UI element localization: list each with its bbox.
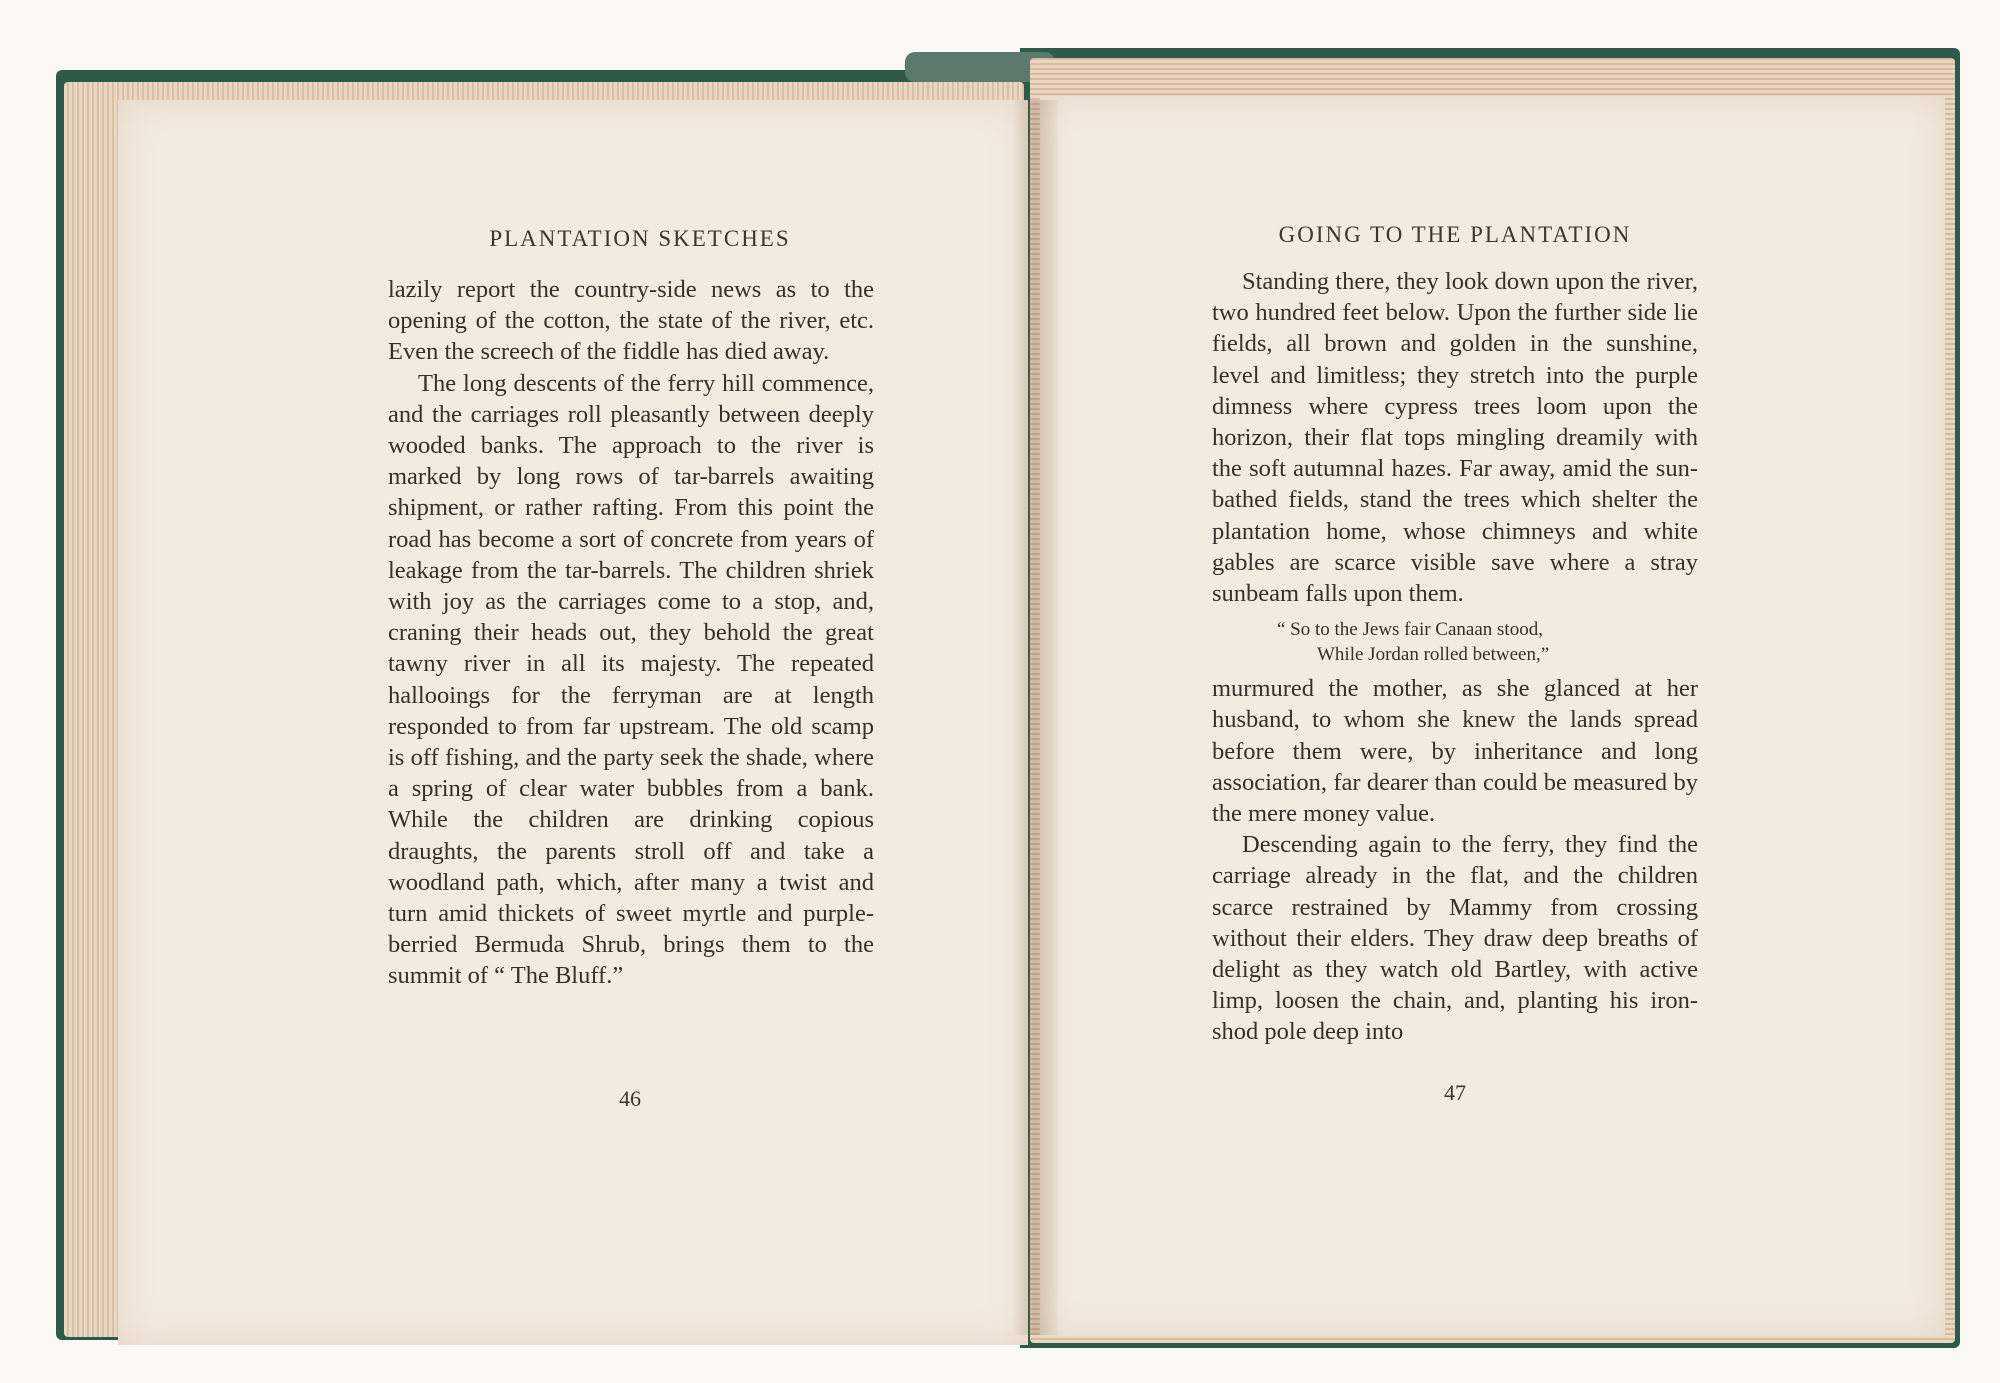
paragraph: The long descents of the ferry hill commence, and the carriages roll pleasantly between deeply wooded banks. The approach to the river is marked by long rows of tar-barrels awaiting shipment, or rather rafting. From this point the road has become a sort of concrete from years of leakage from the tar-barrels. The children shriek with joy as the carriages come to a stop, and, craning their heads out, they behold the great tawny river in all its majesty. The repeated hallooings for the ferryman are at length responded to from far upstream. The old scamp is off fishing, and the party seek the shade, where a spring of clear water bubbles from a bank. While the children are drinking copious draughts, the parents stroll off and take a woodland path, which, after many a twist and turn amid thickets of sweet myrtle and purple-berried Bermuda Shrub, brings them to the summit of “ The Bluff.” [388,369,874,990]
page-number-left: 46 [619,1086,641,1111]
paragraph: Standing there, they look down upon the river, two hundred feet below. Upon the further side lie fields, all brown and golden in the sunshine, level and limitless; they stretch into the purple dimness where cypress trees loom upon the horizon, their flat tops mingling dreamily with the soft autumnal hazes. Far away, amid the sun-bathed fields, stand the trees which shelter the plantation home, whose chimneys and white gables are scarce visible save where a stray sunbeam falls upon them. [1212,268,1698,608]
right-page-text [1212,266,1698,1048]
paragraph: lazily report the country-side news as to the opening of the cotton, the state of the river, etc. Even the screech of the fiddle has died away. [388,276,874,366]
paragraph: murmured the mother, as she glanced at her husband, to whom she knew the lands spread before them were, by inheritance and long association, far dearer than could be measured by the mere money value. [1212,675,1698,828]
verse-quote [1212,617,1698,667]
left-page-text [388,274,874,992]
running-head-left: PLANTATION SKETCHES [489,226,791,251]
page-number-right: 47 [1444,1080,1466,1105]
paragraph: Descending again to the ferry, they find the carriage already in the flat, and the children scarce restrained by Mammy from crossing without their elders. They draw deep breaths of delight as they watch old Bartley, with active limp, loosen the chain, and, planting his iron-shod pole deep into [1212,831,1698,1046]
verse-line: While Jordan rolled between,” [1317,644,1550,666]
verse-line: “ So to the Jews fair Canaan stood, [1277,619,1543,641]
book-gutter [1012,100,1058,1335]
running-head-right: GOING TO THE PLANTATION [1278,222,1632,247]
